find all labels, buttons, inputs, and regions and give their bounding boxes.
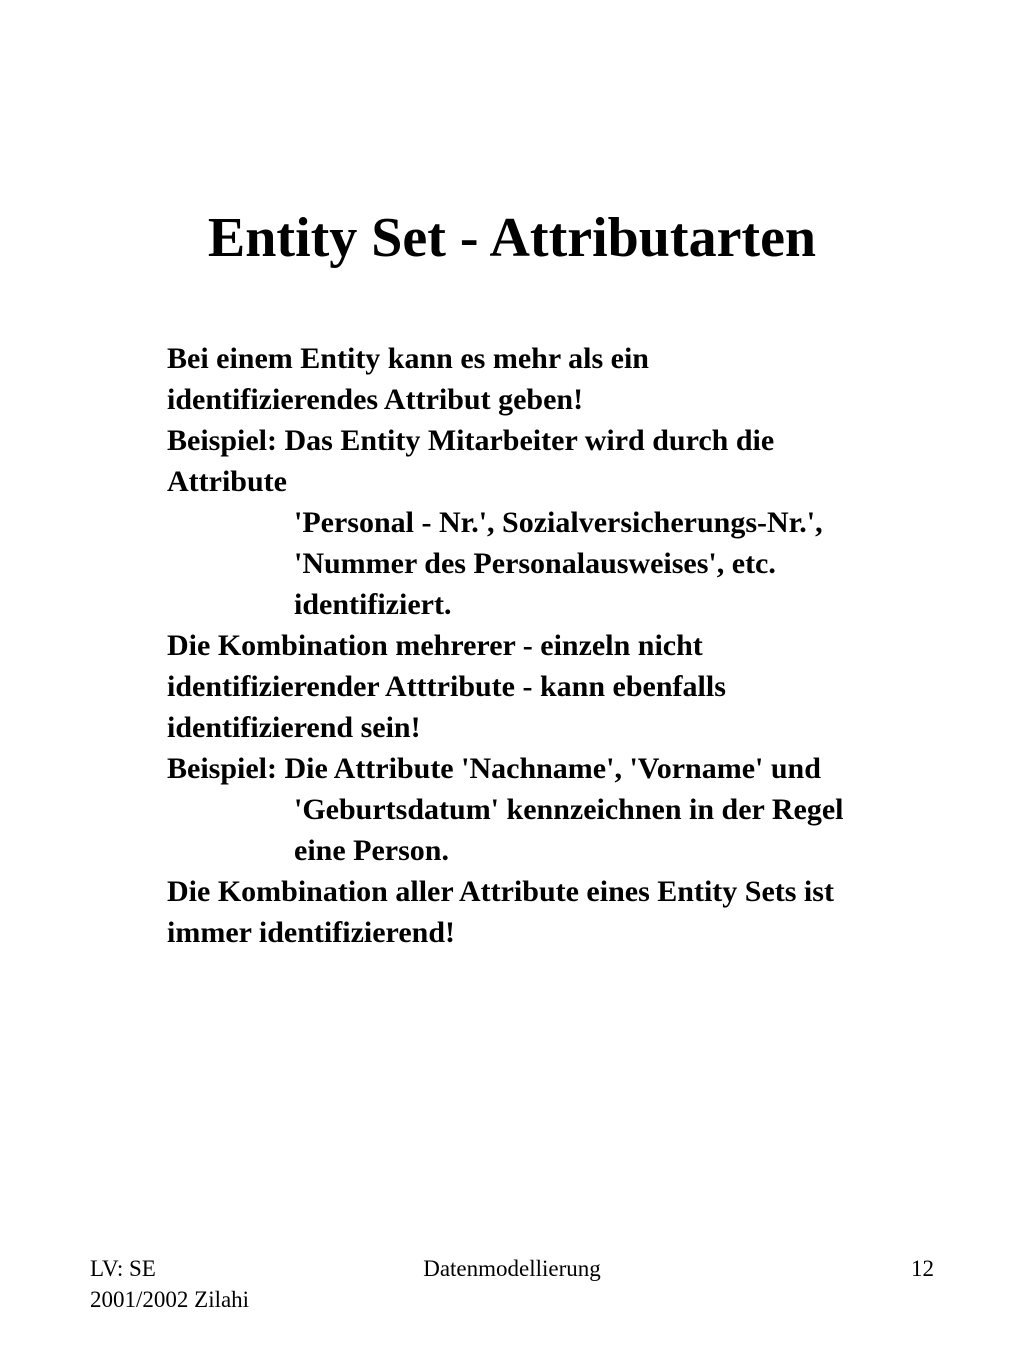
body-line: Beispiel: Das Entity Mitarbeiter wird durch die xyxy=(167,424,775,457)
body-line: Beispiel: Die Attribute 'Nachname', 'Vorname' und xyxy=(167,752,821,785)
slide-body xyxy=(167,338,967,953)
body-line: identifizierender Atttribute - kann ebenfalls xyxy=(167,670,726,703)
footer-course: LV: SE xyxy=(90,1256,156,1281)
body-line-indented: 'Personal - Nr.', Sozialversicherungs-Nr.', xyxy=(294,506,823,539)
body-line-indented: identifiziert. xyxy=(294,588,452,621)
body-line: identifizierendes Attribut geben! xyxy=(167,383,584,416)
body-line: Die Kombination mehrerer - einzeln nicht xyxy=(167,629,703,662)
footer-term-author: 2001/2002 Zilahi xyxy=(90,1287,250,1312)
body-line: identifizierend sein! xyxy=(167,711,421,744)
body-line: Die Kombination aller Attribute eines Entity Sets ist xyxy=(167,875,834,908)
body-line-indented: eine Person. xyxy=(294,834,449,867)
body-line: immer identifizierend! xyxy=(167,916,455,949)
page-number: 12 xyxy=(911,1256,934,1281)
body-line: Attribute xyxy=(167,465,287,498)
body-line-indented: 'Geburtsdatum' kennzeichnen in der Regel xyxy=(294,793,844,826)
slide-title: Entity Set - Attributarten xyxy=(207,207,817,269)
footer-topic: Datenmodellierung xyxy=(423,1256,601,1281)
body-line: Bei einem Entity kann es mehr als ein xyxy=(167,342,649,375)
body-line-indented: 'Nummer des Personalausweises', etc. xyxy=(294,547,776,580)
